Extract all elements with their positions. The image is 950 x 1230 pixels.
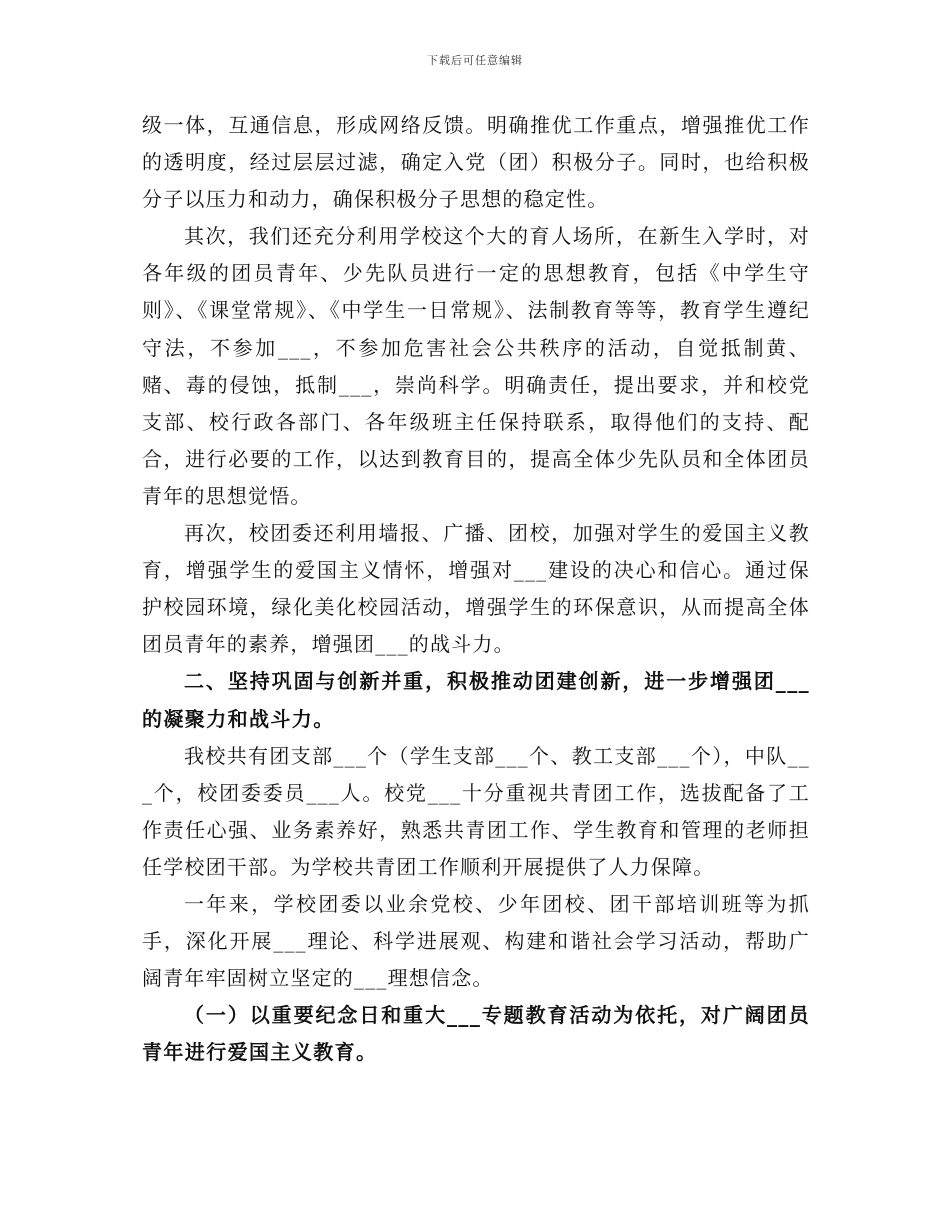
paragraph-4: 我校共有团支部___个（学生支部___个、教工支部___个），中队___个，校团委委员___人。校党___十分重视共青团工作，选拔配备了工作责任心强、业务素养好，熟悉共青团工作、学生教育和管理的老师担任学校团干部。为学校共青团工作顺利开展提供了人力保障。 bbox=[142, 743, 810, 879]
document-body bbox=[142, 107, 810, 1071]
section-heading-2: 二、坚持巩固与创新并重，积极推动团建创新，进一步增强团___的凝聚力和战斗力。 bbox=[142, 669, 810, 731]
paragraph-5: 一年来，学校团委以业余党校、少年团校、团干部培训班等为抓手，深化开展___理论、科学进展观、构建和谐社会学习活动，帮助广阔青年牢固树立坚定的___理想信念。 bbox=[142, 891, 810, 991]
page-header: 下载后可任意编辑 bbox=[427, 54, 523, 67]
paragraph-1: 级一体，互通信息，形成网络反馈。明确推优工作重点，增强推优工作的透明度，经过层层过滤，确定入党（团）积极分子。同时，也给积极分子以压力和动力，确保积极分子思想的稳定性。 bbox=[142, 113, 810, 212]
subsection-heading-1: （一）以重要纪念日和重大___专题教育活动为依托，对广阔团员青年进行爱国主义教育。 bbox=[142, 1003, 810, 1065]
paragraph-2: 其次，我们还充分利用学校这个大的育人场所，在新生入学时，对各年级的团员青年、少先队员进行一定的思想教育，包括《中学生守则》、《课堂常规》、《中学生一日常规》、法制教育等等，教育学生遵纪守法，不参加___，不参加危害社会公共秩序的活动，自觉抵制黄、赌、毒的侵蚀，抵制___，崇尚科学。明确责任，提出要求，并和校党支部、校行政各部门、各年级班主任保持联系，取得他们的支持、配合，进行必要的工作，以达到教育目的，提高全体少先队员和全体团员青年的思想觉悟。 bbox=[142, 224, 810, 508]
paragraph-3: 再次，校团委还利用墙报、广播、团校，加强对学生的爱国主义教育，增强学生的爱国主义情怀，增强对___建设的决心和信心。通过保护校园环境，绿化美化校园活动，增强学生的环保意识，从而提高全体团员青年的素养，增强团___的战斗力。 bbox=[142, 521, 810, 657]
